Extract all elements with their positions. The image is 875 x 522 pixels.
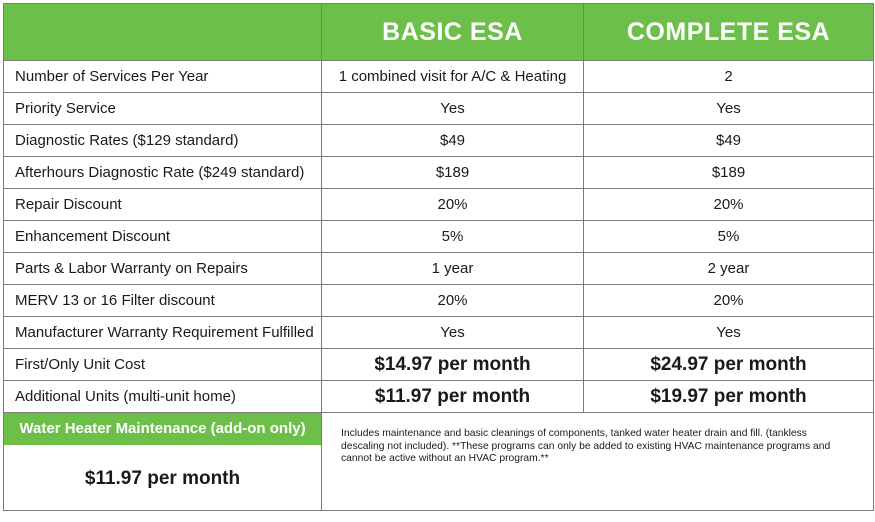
basic-value: Yes: [322, 317, 584, 349]
row-label: Manufacturer Warranty Requirement Fulfilled: [4, 317, 322, 349]
water-heater-cell: [4, 413, 322, 511]
complete-value: 20%: [584, 285, 874, 317]
complete-price: $19.97 per month: [584, 381, 874, 413]
row-label: Enhancement Discount: [4, 221, 322, 253]
complete-value: 2 year: [584, 253, 874, 285]
basic-value: 20%: [322, 189, 584, 221]
header-row: [4, 4, 874, 61]
basic-value: $49: [322, 125, 584, 157]
row-label: Number of Services Per Year: [4, 61, 322, 93]
basic-value: 20%: [322, 285, 584, 317]
pricing-label: Additional Units (multi-unit home): [4, 381, 322, 413]
pricing-row: [4, 381, 874, 413]
complete-value: Yes: [584, 317, 874, 349]
table-row: [4, 61, 874, 93]
table-row: [4, 125, 874, 157]
row-label: Priority Service: [4, 93, 322, 125]
basic-price: $14.97 per month: [322, 349, 584, 381]
row-label: Diagnostic Rates ($129 standard): [4, 125, 322, 157]
complete-value: 2: [584, 61, 874, 93]
table-row: [4, 157, 874, 189]
row-label: Afterhours Diagnostic Rate ($249 standard): [4, 157, 322, 189]
complete-value: Yes: [584, 93, 874, 125]
table-row: [4, 253, 874, 285]
water-heater-note: Includes maintenance and basic cleanings of components, tanked water heater drain and fill. (tankless descaling not included). **These programs can only be added to existing HVAC maintenance programs and cannot be active without an HVAC program.**: [322, 413, 874, 511]
basic-value: Yes: [322, 93, 584, 125]
complete-value: 20%: [584, 189, 874, 221]
basic-price: $11.97 per month: [322, 381, 584, 413]
complete-value: $49: [584, 125, 874, 157]
complete-value: $189: [584, 157, 874, 189]
complete-value: 5%: [584, 221, 874, 253]
complete-esa-header: COMPLETE ESA: [584, 4, 874, 61]
table-row: [4, 93, 874, 125]
esa-comparison-table: [3, 3, 874, 511]
water-heater-row: [4, 413, 874, 511]
water-heater-cost: $11.97 per month: [84, 468, 241, 489]
basic-esa-header: BASIC ESA: [322, 4, 584, 61]
row-label: MERV 13 or 16 Filter discount: [4, 285, 322, 317]
table-row: [4, 189, 874, 221]
table-row: [4, 221, 874, 253]
pricing-row: [4, 349, 874, 381]
row-label: Parts & Labor Warranty on Repairs: [4, 253, 322, 285]
row-label: Repair Discount: [4, 189, 322, 221]
table-row: [4, 317, 874, 349]
basic-value: 1 combined visit for A/C & Heating: [322, 61, 584, 93]
pricing-label: First/Only Unit Cost: [4, 349, 322, 381]
basic-value: $189: [322, 157, 584, 189]
basic-value: 5%: [322, 221, 584, 253]
complete-price: $24.97 per month: [584, 349, 874, 381]
table-row: [4, 285, 874, 317]
water-heater-title: Water Heater Maintenance (add-on only): [4, 413, 321, 445]
basic-value: 1 year: [322, 253, 584, 285]
header-blank-cell: [4, 4, 322, 61]
